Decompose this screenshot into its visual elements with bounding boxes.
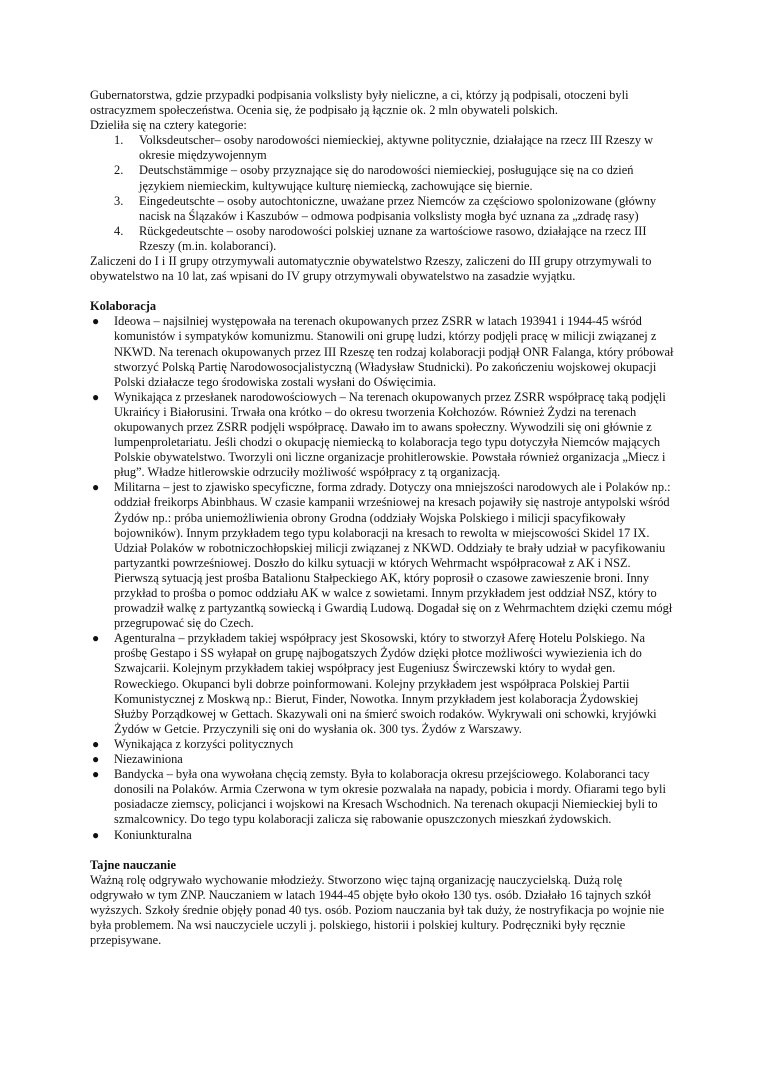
- bullet-icon: ●: [92, 631, 100, 646]
- category-number: 4.: [114, 223, 124, 238]
- collaboration-text: Agenturalna – przykładem takiej współpracy jest Skosowski, który to stworzył Aferę Hotelu Polskiego. Na prośbę Gestapo i SS wyłapał on grupę najbogatszych Żydów dzięki płotce możliwości wywiezienia ich do Szwajcarii. Kolejnym przykładem takiej współpracy jest Eugeniusz Świrczewski który to wydał gen. Roweckiego. Okupanci byli dobrze poinformowani. Kolejny przykładem jest współpraca Polskiej Partii Komunistycznej z Moskwą np.: Bierut, Finder, Nowotka. Innym przykładem jest kolaboracja Żydowskiej Służby Porządkowej w Gettach. Skazywali oni na śmierć swoich rodaków. Wykrywali oni schowki, kryjówki Żydów w Getcie. Przyczynili się oni do wysłania ok. 300 tys. Żydów z Warszawy.: [114, 631, 657, 736]
- collaboration-item: [90, 631, 675, 737]
- collaboration-text: Bandycka – była ona wywołana chęcią zemsty. Była to kolaboracja okresu przejściowego. Kolaboranci tacy donosili na Polaków. Armia Czerwona w tym okresie pozwalała na napady, pobicia i mordy. Ofiarami tego byli posiadacze ziemscy, policjanci i wojskowi na Kresach Wschodnich. Na terenach okupacji Niemieckiej byli to szmalcownicy. Do tego typu kolaboracji zalicza się rabowanie opuszczonych mieszkań żydowskich.: [114, 767, 666, 827]
- collaboration-text: Militarna – jest to zjawisko specyficzne, forma zdrady. Dotyczy ona mniejszości narodowych ale i Polaków np.: oddział freikorps Abinbhaus. W czasie kampanii wrześniowej na kresach pojawiły się nastroje antypolski wśród Żydów np.: próba uniemożliwienia obrony Grodna (oddziały Wojska Polskiego i milicji spacyfikowały bojowników). Innym przykładem tego typu kolaboracji na kresach to rewolta w miejscowości Skidel 17 IX. Udział Polaków w robotniczochłopskiej milicji związanej z NKWD. Oddziały te brały udział w pacyfikowaniu partyzantki powrześniowej. Doszło do kilku sytuacji w których Wehrmacht współpracował z AK i NSZ. Pierwszą sytuacją jest prośba Batalionu Stałpeckiego AK, który poprosił o czasowe zawieszenie broni. Inny przykład to prośba o pomoc oddziału AK w walce z sowietami. Innym przykładem jest oddział NSZ, który to prowadził walkę z partyzantką sowiecką i Gwardią Ludową. Dogadał się on z Wehrmachtem dzięki czemu mógł przegrupować się do Czech.: [114, 480, 673, 631]
- categories-list: [90, 133, 675, 254]
- bullet-icon: ●: [92, 752, 100, 767]
- collaboration-item: [90, 480, 675, 631]
- category-item: [90, 194, 675, 224]
- bullet-icon: ●: [92, 480, 100, 495]
- category-number: 3.: [114, 193, 124, 208]
- category-text: Eingedeutschte – osoby autochtoniczne, uważane przez Niemców za częściowo spolonizowane (główny nacisk na Ślązaków i Kaszubów – odmowa podpisania volkslisty mogła być uznana za „zdradę rasy): [139, 193, 657, 223]
- collaboration-item: [90, 767, 675, 827]
- collaboration-item: [90, 752, 675, 767]
- bullet-icon: ●: [92, 736, 100, 751]
- citizenship-paragraph: Zaliczeni do I i II grupy otrzymywali automatycznie obywatelstwo Rzeszy, zaliczeni do III grupy otrzymywali to obywatelstwo na 10 lat, zaś wpisani do IV grupy otrzymywali obywatelstwo na zasadzie wyjątku.: [90, 254, 652, 284]
- collaboration-text: Ideowa – najsilniej występowała na terenach okupowanych przez ZSRR w latach 193941 i 1944-45 wśród komunistów i sympatyków komunizmu. Stanowili oni grupę ludzi, którzy podjęli pracę w milicji związanej z NKWD. Na terenach okupowanych przez III Rzeszę ten rodzaj kolaboracji podjął ONR Falanga, który próbował stworzyć Polską Partię Narodowosocjalistyczną (Władysław Studnicki). Po zakończeniu wojskowej okupacji Polski działacze tego środowiska zostali wysłani do Oświęcimia.: [114, 314, 674, 389]
- collaboration-item: [90, 390, 675, 481]
- document-page: [90, 88, 675, 948]
- category-item: [90, 133, 675, 163]
- collaboration-item: [90, 737, 675, 752]
- collaboration-heading: Kolaboracja: [90, 299, 157, 314]
- category-item: [90, 224, 675, 254]
- collaboration-text: Wynikająca z przesłanek narodowościowych – Na terenach okupowanych przez ZSRR współpracę taką podjęli Ukraińcy i Białorusini. Trwała ona krótko – do okresu tworzenia Kołchozów. Również Żydzi na terenach okupowanych przez ZSRR podjęli współpracę. Dawało im to awans społeczny. Wywodzili się oni głównie z lumpenproletariatu. Jeśli chodzi o okupację niemiecką to kolaboracja tego typu dotyczyła Niemców mających Polskie obywatelstwo. Tworzyli oni liczne organizacje prohitlerowskie. Powstała również organizacja „Miecz i pług”. Władze hitlerowskie odrzuciły możliwość współpracy z tą organizacją.: [114, 389, 666, 480]
- teaching-heading: Tajne nauczanie: [90, 857, 176, 872]
- bullet-icon: ●: [92, 767, 100, 782]
- bullet-icon: ●: [92, 827, 100, 842]
- category-number: 1.: [114, 133, 124, 148]
- category-text: Deutschstämmige – osoby przyznające się do narodowości niemieckiej, posługujące się na co dzień językiem niemieckim, kultywujące kulturę niemiecką, zachowujące się biernie.: [139, 163, 634, 193]
- teaching-paragraph: Ważną rolę odgrywało wychowanie młodzieży. Stworzono więc tajną organizację nauczycielską. Dużą rolę odgrywało w tym ZNP. Nauczaniem w latach 1944-45 objęte było około 130 tys. osób. Działało 16 tajnych szkół wyższych. Szkoły średnie objęły ponad 40 tys. osób. Poziom nauczania był tak duży, że nostryfikacja po wojnie nie była problemem. Na wsi nauczyciele uczyli j. polskiego, historii i polskiej kultury. Podręczniki były ręcznie przepisywane.: [90, 872, 665, 948]
- collaboration-text: Wynikająca z korzyści politycznych: [114, 736, 294, 751]
- category-text: Rückgedeutschte – osoby narodowości polskiej uznane za wartościowe rasowo, działające na rzecz III Rzeszy (m.in. kolaboranci).: [139, 223, 647, 253]
- intro-paragraph: Gubernatorstwa, gdzie przypadki podpisania volkslisty były nieliczne, a ci, którzy ją podpisali, otoczeni byli ostracyzmem społeczeństwa. Ocenia się, że podpisało ją łącznie ok. 2 mln obywateli polskich.: [90, 88, 629, 118]
- collaboration-text: Niezawiniona: [114, 752, 183, 767]
- category-text: Volksdeutscher– osoby narodowości niemieckiej, aktywne politycznie, działające na rzecz III Rzeszy w okresie międzywojennym: [139, 133, 654, 163]
- category-item: [90, 163, 675, 193]
- category-number: 2.: [114, 163, 124, 178]
- collaboration-item: [90, 828, 675, 843]
- collaboration-text: Koniunkturalna: [114, 827, 192, 842]
- bullet-icon: ●: [92, 314, 100, 329]
- bullet-icon: ●: [92, 389, 100, 404]
- collaboration-item: [90, 314, 675, 389]
- categories-intro: Dzieliła się na cztery kategorie:: [90, 118, 247, 133]
- collaboration-list: [90, 314, 675, 842]
